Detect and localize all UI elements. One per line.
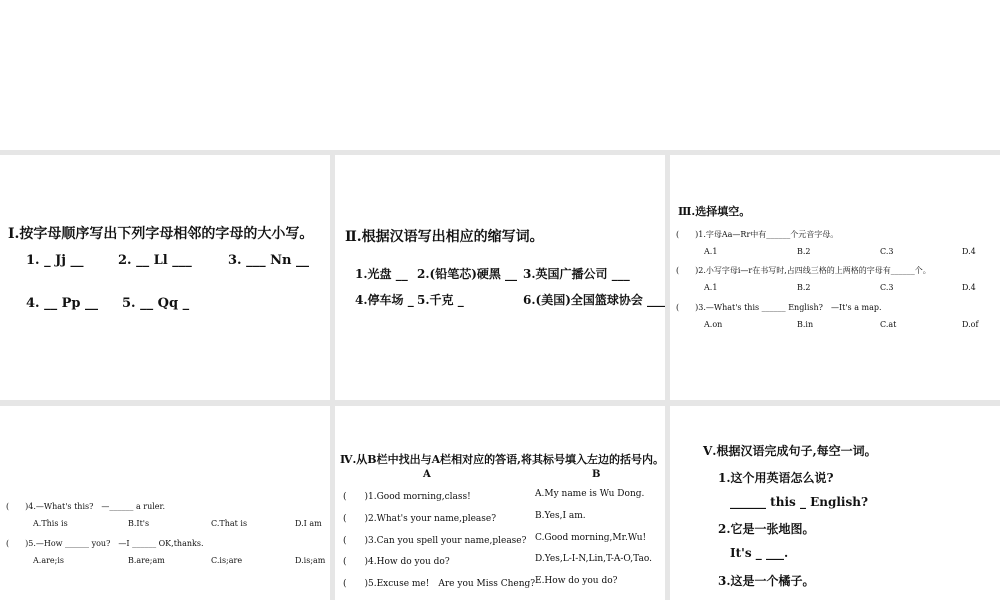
panel-multiple-choice-2 <box>0 406 330 600</box>
sentence-prompt-2: 2.它是一张地图。 <box>718 522 815 536</box>
column-b-header: B <box>592 469 601 480</box>
column-a-header: A <box>423 469 431 480</box>
section-3-title: Ⅲ.选择填空。 <box>678 205 751 218</box>
panel-letter-order <box>0 155 330 400</box>
mc-q5-option-a: A.are;is <box>33 556 65 565</box>
mc-q4-option-b: B.It's <box>128 519 150 528</box>
mc-q4-option-a: A.This is <box>33 519 68 528</box>
top-blank-area <box>0 0 1000 150</box>
letter-item-3: 3. ___ Nn __ <box>228 253 309 268</box>
letter-item-5: 5. __ Qq _ <box>122 296 190 311</box>
mc-q5-option-c: C.is;are <box>211 556 243 565</box>
mc-q1-option-b: B.2 <box>797 247 811 256</box>
section-1-title: Ⅰ.按字母顺序写出下列字母相邻的字母的大小写。 <box>8 226 314 242</box>
letter-item-2: 2. __ Ll ___ <box>118 253 192 268</box>
mc-q1-option-c: C.3 <box>880 247 894 256</box>
sentence-prompt-1: 1.这个用英语怎么说? <box>718 471 834 485</box>
mc-q1-option-a: A.1 <box>704 247 718 256</box>
mc-question-2: ( )2.小写字母i—r在书写时,占四线三格的上两格的字母有______个。 <box>676 266 931 275</box>
mc-q2-option-c: C.3 <box>880 283 894 292</box>
match-row-2-b: B.Yes,I am. <box>535 511 586 521</box>
mc-q3-option-b: B.in <box>797 320 814 329</box>
section-4-title: Ⅳ.从B栏中找出与A栏相对应的答语,将其标号填入左边的括号内。 <box>340 453 664 466</box>
mc-q3-option-d: D.of <box>962 320 979 329</box>
match-row-4-b: D.Yes,L-I-N,Lin,T-A-O,Tao. <box>535 554 652 564</box>
abbr-item-5: 5.千克 _ <box>417 293 464 307</box>
panel-complete-sentences <box>670 406 1000 600</box>
mc-q3-option-a: A.on <box>704 320 723 329</box>
sentence-blank-2: It's _ ___. <box>730 546 789 560</box>
mc-q1-option-d: D.4 <box>962 247 976 256</box>
sentence-blank-1: ______ this _ English? <box>730 495 869 509</box>
mc-q2-option-b: B.2 <box>797 283 811 292</box>
abbr-item-2: 2.(铅笔芯)硬黑 __ <box>417 267 518 281</box>
mc-q4-option-c: C.That is <box>211 519 248 528</box>
section-5-title: Ⅴ.根据汉语完成句子,每空一词。 <box>703 444 877 458</box>
match-row-3-a: ( )3.Can you spell your name,please? <box>343 536 527 546</box>
abbr-item-1: 1.光盘 __ <box>355 267 408 281</box>
letter-item-1: 1. _ Jj __ <box>26 253 84 268</box>
panel-abbreviations <box>335 155 665 400</box>
mc-q5-option-d: D.is;am <box>295 556 326 565</box>
mc-q4-option-d: D.I am <box>295 519 322 528</box>
match-row-5-a: ( )5.Excuse me! Are you Miss Cheng? <box>343 579 536 589</box>
mc-question-1: ( )1.字母Aa—Rr中有______个元音字母。 <box>676 230 839 239</box>
mc-q5-option-b: B.are;am <box>128 556 165 565</box>
mc-question-3: ( )3.—What's this ______ English? —It's a map. <box>676 303 882 312</box>
abbr-item-6: 6.(美国)全国篮球协会 ___ <box>523 293 665 307</box>
mc-question-5: ( )5.—How ______ you? —I ______ OK,thanks. <box>6 539 204 548</box>
match-row-2-a: ( )2.What's your name,please? <box>343 514 497 524</box>
abbr-item-4: 4.停车场 _ <box>355 293 414 307</box>
mc-q2-option-d: D.4 <box>962 283 976 292</box>
panel-multiple-choice-1 <box>670 155 1000 400</box>
match-row-3-b: C.Good morning,Mr.Wu! <box>535 533 647 543</box>
match-row-4-a: ( )4.How do you do? <box>343 557 450 567</box>
sentence-prompt-3: 3.这是一个橘子。 <box>718 574 815 588</box>
panel-matching <box>335 406 665 600</box>
section-2-title: Ⅱ.根据汉语写出相应的缩写词。 <box>345 229 544 245</box>
match-row-5-b: E.How do you do? <box>535 576 618 586</box>
mc-q2-option-a: A.1 <box>704 283 718 292</box>
mc-q3-option-c: C.at <box>880 320 897 329</box>
match-row-1-b: A.My name is Wu Dong. <box>535 489 645 499</box>
letter-item-4: 4. __ Pp __ <box>26 296 99 311</box>
abbr-item-3: 3.英国广播公司 ___ <box>523 267 630 281</box>
mc-question-4: ( )4.—What's this? —______ a ruler. <box>6 502 166 511</box>
match-row-1-a: ( )1.Good morning,class! <box>343 492 471 502</box>
